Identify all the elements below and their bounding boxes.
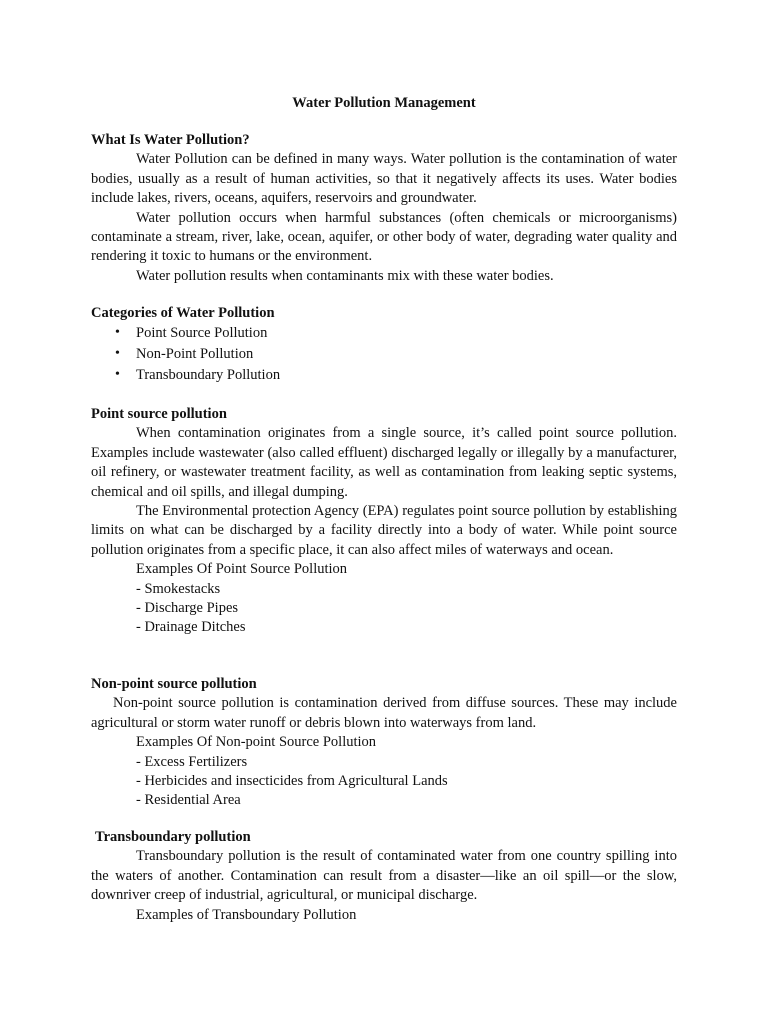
category-list — [91, 323, 677, 385]
section-heading: What Is Water Pollution? — [91, 132, 250, 148]
example-item: - Herbicides and insecticides from Agricultural Lands — [136, 773, 448, 790]
example-item: - Residential Area — [136, 792, 241, 809]
paragraph: When contamination originates from a single source, it’s called point source pollution. Examples include wastewater (also called effluent) discharged legally or illegally by a manufacturer, oil refinery, or wastewater treatment facility, as well as contamination from leaking septic systems, chemical and oil spills, and illegal dumping. — [91, 425, 677, 500]
section-heading: Transboundary pollution — [95, 829, 251, 845]
list-item-label: Non-Point Pollution — [136, 346, 254, 362]
examples-title: Examples Of Point Source Pollution — [136, 561, 348, 578]
example-item: - Discharge Pipes — [136, 600, 239, 617]
bullet-icon: • — [115, 346, 120, 361]
section-heading: Categories of Water Pollution — [91, 305, 275, 321]
examples-title: Examples Of Non-point Source Pollution — [136, 734, 377, 751]
bullet-icon: • — [115, 366, 120, 382]
paragraph: Water pollution occurs when harmful substances (often chemicals or microorganisms) contaminate a stream, river, lake, ocean, aquifer, or other body of water, degrading water quality and rendering it toxic to humans or the environment. — [91, 209, 677, 265]
list-item-label: Point Source Pollution — [136, 325, 268, 342]
example-item: - Excess Fertilizers — [136, 753, 248, 770]
paragraph: Water Pollution can be defined in many ways. Water pollution is the contamination of water bodies, usually as a result of human activities, so that it negatively affects its uses. Water bodies include lakes, rivers, oceans, aquifers, reservoirs and groundwater. — [91, 151, 677, 207]
list-item — [91, 365, 677, 386]
section-non-point-source — [91, 675, 677, 811]
section-point-source — [91, 405, 677, 638]
example-item: - Smokestacks — [136, 580, 221, 597]
example-item: - Drainage Ditches — [136, 619, 246, 636]
list-item — [91, 323, 677, 344]
paragraph: Transboundary pollution is the result of contaminated water from one country spilling into the waters of another. Contamination can result from a disaster—like an oil spill—or the slow, downriver creep of industrial, agricultural, or municipal discharge. — [91, 848, 677, 904]
paragraph: Non-point source pollution is contamination derived from diffuse sources. These may include agricultural or storm water runoff or debris blown into waterways from land. — [91, 695, 677, 731]
section-heading: Point source pollution — [91, 406, 227, 422]
list-item — [91, 344, 677, 365]
document-title: Water Pollution Management — [292, 95, 476, 111]
section-heading: Non-point source pollution — [91, 676, 257, 692]
examples-title: Examples of Transboundary Pollution — [136, 906, 357, 923]
section-categories — [91, 304, 677, 385]
paragraph: The Environmental protection Agency (EPA) regulates point source pollution by establishing limits on what can be discharged by a facility directly into a body of water. While point source pollution originates from a specific place, it can also affect miles of waterways and ocean. — [91, 503, 677, 558]
paragraph: Water pollution results when contaminants mix with these water bodies. — [136, 267, 554, 284]
bullet-icon: • — [115, 325, 120, 341]
section-transboundary — [91, 828, 677, 925]
section-what-is-water-pollution — [91, 131, 677, 286]
list-item-label: Transboundary Pollution — [136, 366, 281, 383]
